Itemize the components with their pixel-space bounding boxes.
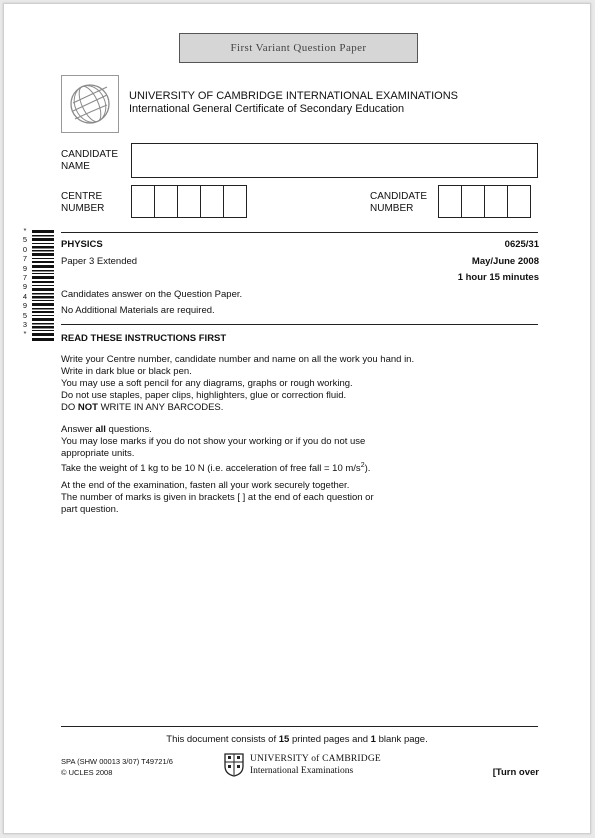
turn-over: [Turn over [492,767,539,778]
cambridge-footer-line2: International Examinations [250,766,354,776]
exam-page [3,3,591,834]
barcode-digit: * [23,226,27,235]
document-reference: SPA (SHW 00013 3/07) T49721/6 [61,757,173,766]
cambridge-crest-icon [224,753,244,777]
centre-number-digit-box[interactable] [131,185,155,218]
weight-instruction: Take the weight of 1 kg to be 10 N (i.e. acceleration of free fall = 10 $m/s^2$). [61,462,371,475]
barcode-digit: 9 [22,263,28,273]
centre-number-digit-box[interactable] [154,185,178,218]
barcode-digit: 5 [22,235,28,245]
candidate-number-label: CANDIDATE NUMBER [370,191,428,214]
barcode [32,230,54,341]
subject: PHYSICS [61,239,103,250]
divider [61,324,538,325]
instructions-block-2: Answer all questions. You may lose marks if you do not show your working or if you do not use appropriate units. Take the weight of 1 kg to be 10 N (i.e. acceleration of free fall = 10 $m/s^2$). [61,424,371,475]
variant-banner: First Variant Question Paper [179,33,418,63]
exam-session: May/June 2008 [471,256,539,267]
candidate-number-digit-box[interactable] [484,185,508,218]
candidate-number-digit-box[interactable] [461,185,485,218]
centre-number-field[interactable] [131,185,247,218]
barcode-digit: * [23,329,27,339]
centre-number-digit-box[interactable] [177,185,201,218]
globe-logo [61,75,119,133]
barcode-digit: 0 [22,244,28,254]
qualification-name: International General Certificate of Secondary Education [129,103,405,115]
instructions-heading: READ THESE INSTRUCTIONS FIRST [61,333,227,344]
no-barcodes-instruction: DO NOT WRITE IN ANY BARCODES. [61,402,224,413]
barcode-digit: 3 [22,320,28,330]
barcode-digit: 7 [22,273,28,283]
university-name: UNIVERSITY OF CAMBRIDGE INTERNATIONAL EXAMINATIONS [129,90,459,102]
instructions-block-3: At the end of the examination, fasten all your work securely together. The number of marks is given in brackets [ ] at the end of each question or part question. [61,480,374,515]
syllabus-code: 0625/31 [504,239,539,250]
candidate-number-field[interactable] [438,185,531,218]
centre-number-digit-box[interactable] [200,185,224,218]
candidate-name-field[interactable] [131,143,538,178]
copyright: © UCLES 2008 [61,768,113,777]
centre-number-label: CENTRE NUMBER [61,191,105,214]
answer-on-paper-note: Candidates answer on the Question Paper. [61,289,243,300]
barcode-digits [20,226,30,339]
footer-divider [61,726,538,727]
instructions-block-1: Write your Centre number, candidate number and name on all the work you hand in. Write in dark blue or black pen. You may use a soft pencil for any diagrams, graphs or rough working. Do not use staples, paper clips, highlighters, glue or correction fluid. DO NOT WRITE IN ANY BARCODES. [61,354,415,413]
candidate-number-digit-box[interactable] [438,185,462,218]
barcode-digit: 7 [22,254,28,264]
document-page-count: This document consists of 15 printed pages and 1 blank page. [166,734,428,745]
barcode-digit: 4 [22,291,28,301]
materials-note: No Additional Materials are required. [61,305,215,316]
centre-number-digit-box[interactable] [223,185,247,218]
barcode-digit: 9 [22,282,28,292]
barcode-digit: 9 [22,301,28,311]
exam-duration: 1 hour 15 minutes [457,272,539,283]
globe-icon [67,81,113,127]
divider [61,232,538,233]
candidate-name-label: CANDIDATE NAME [61,149,119,172]
candidate-number-digit-box[interactable] [507,185,531,218]
answer-all-instruction: Answer all questions. [61,424,152,435]
cambridge-footer-line1: UNIVERSITY of CAMBRIDGE [250,754,381,764]
barcode-digit: 5 [22,310,28,320]
paper-name: Paper 3 Extended [61,256,138,267]
